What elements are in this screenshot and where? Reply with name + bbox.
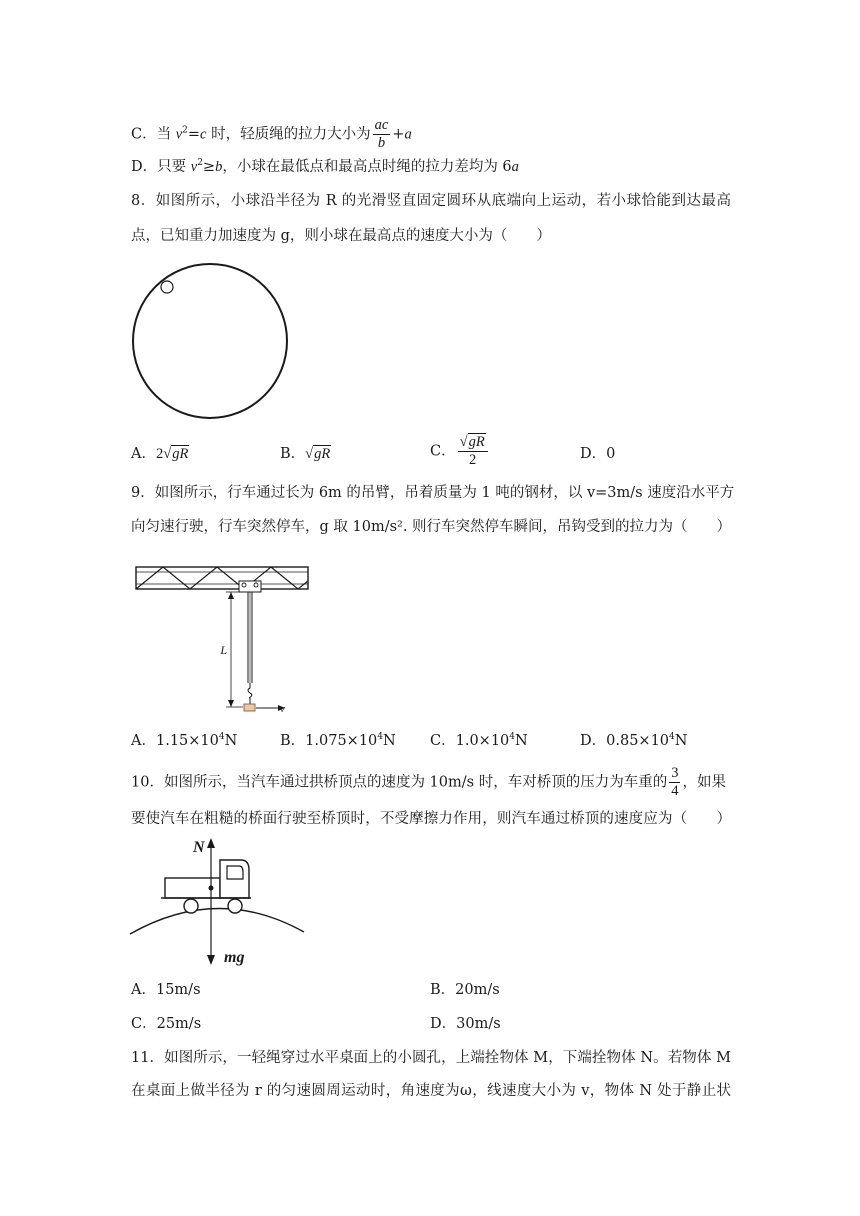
- truss-web: [136, 567, 308, 589]
- q9-stem-line-2: 向匀速行驶，行车突然停车，g 取 10m/s². 则行车突然停车瞬间，吊钩受到的拉力为（ ）: [131, 519, 732, 535]
- sqrt-expression: √gR: [305, 446, 331, 462]
- q7-option-d: D．只要 $v^2\ge b$，小球在最低点和最高点时绳的拉力差均为 6a: [131, 158, 519, 175]
- q11-stem-line-1: 11．如图所示，一轻绳穿过水平桌面上的小圆孔，上端拴物体 M，下端拴物体 N。若物体 M: [131, 1050, 731, 1066]
- q8-option-d: D．0: [580, 446, 616, 462]
- q8-option-b: B．√gR: [280, 446, 331, 462]
- small-ball: [161, 281, 173, 293]
- hook: [248, 683, 252, 698]
- q9-option-d: D．$0.85\times 10^4N$: [580, 732, 688, 749]
- q8-stem-line-1: 8．如图所示，小球沿半径为 R 的光滑竖直固定圆环从底端向上运动，若小球恰能到达最高: [131, 193, 731, 209]
- q10-option-a: A．15m/s: [131, 982, 201, 998]
- q10-stem-line-1: 10．如图所示，当汽车通过拱桥顶点的速度为 10m/s 时，车对桥顶的压力为车重的 $\frac{3}{4}$ ，如果: [131, 765, 726, 799]
- steel-load: [244, 704, 255, 711]
- center-of-mass: [209, 886, 214, 891]
- q8-option-c: C． $\frac{√gR}{2}$: [430, 434, 490, 469]
- truss-beam: [136, 567, 308, 589]
- q10-truck-figure: [128, 836, 313, 971]
- length-label: L: [220, 643, 227, 657]
- q8-circle-figure: [130, 256, 300, 426]
- q8-stem-line-2: 点，已知重力加速度为 g，则小球在最高点的速度大小为（ ）: [131, 228, 551, 244]
- velocity-label: v: [280, 703, 285, 715]
- fraction-ac-over-b: $\frac{ac}{b}$: [374, 117, 389, 151]
- q9-crane-figure: [133, 555, 313, 720]
- q10-stem-line-2: 要使汽车在粗糙的桥面行驶至桥顶时，不受摩擦力作用，则汽车通过桥顶的速度应为（ ）: [131, 811, 731, 827]
- q10-option-b: B．20m/s: [430, 982, 500, 998]
- fraction-sqrt-gr-over-2: $\frac{√gR}{2}$: [458, 434, 488, 469]
- q9-option-a: A．$1.15\times 10^4N$: [131, 732, 238, 749]
- gravity-label: mg: [224, 949, 245, 966]
- fraction-3-over-4: $\frac{3}{4}$: [671, 765, 679, 799]
- rear-wheel: [184, 899, 198, 913]
- q10-option-c: C．25m/s: [131, 1016, 202, 1032]
- vertical-ring: [133, 264, 287, 418]
- q9-option-c: C．$1.0\times 10^4N$: [430, 732, 528, 749]
- q9-stem-line-1: 9．如图所示，行车通过长为 6m 的吊臂，吊着质量为 1 吨的钢材，以 v=3m/s 速度沿水平方: [131, 485, 735, 501]
- q8-option-a: A．2√gR: [131, 446, 189, 462]
- arch-bridge: [130, 908, 304, 934]
- sqrt-expression: 2√gR: [155, 446, 189, 462]
- normal-force-label: N: [193, 839, 205, 856]
- q9-option-b: B．$1.075\times 10^4N$: [280, 732, 396, 749]
- q10-option-d: D．30m/s: [430, 1016, 501, 1032]
- front-wheel: [228, 899, 242, 913]
- q11-stem-line-2: 在桌面上做半径为 r 的匀速圆周运动时，角速度为ω，线速度大小为 v，物体 N 处于静止状: [131, 1083, 731, 1099]
- q7-option-c: C．当 $v^2=c$ 时，轻质绳的拉力大小为 $\frac{ac}{b}$ +a: [131, 117, 412, 151]
